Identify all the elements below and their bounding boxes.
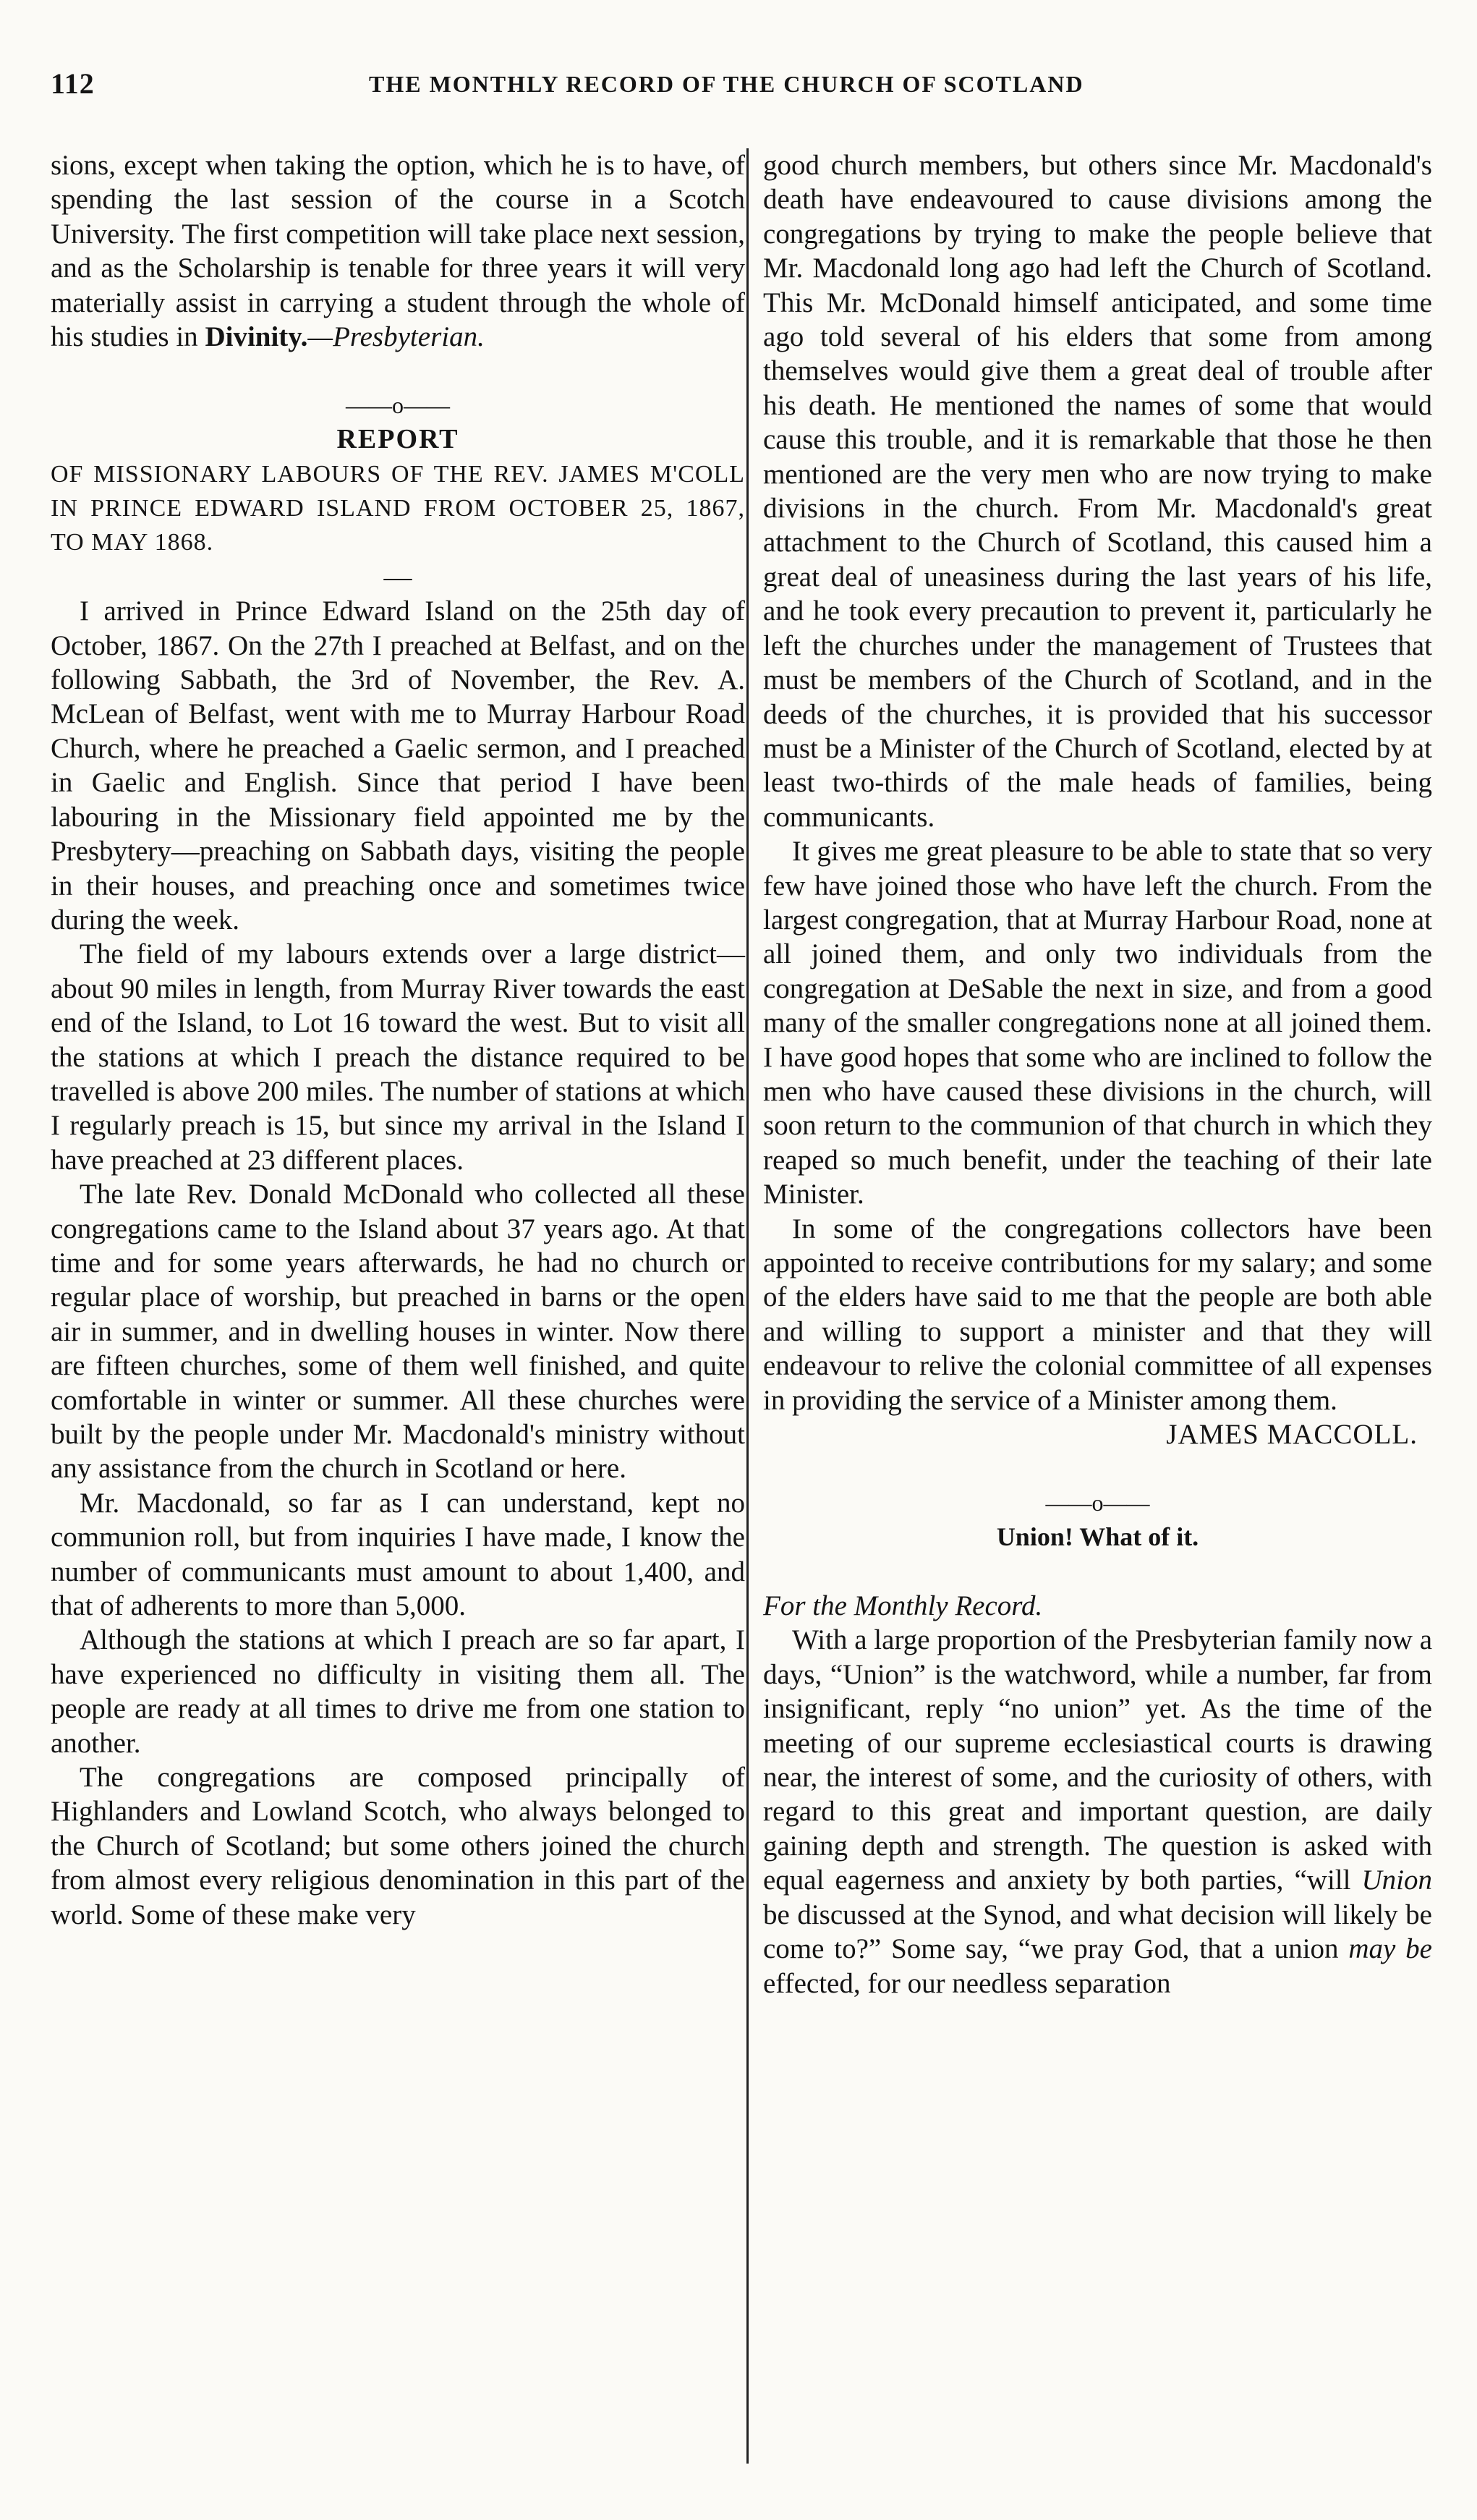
report-heading: REPORT [336,424,459,455]
report-paragraph-4: Mr. Macdonald, so far as I can understand, kept no communion roll, but from inquiries I have made, I know the number of communicants must amount to about 1,400, and that of adherents to more than 5,000. [51,1487,745,1622]
article-text: With a large proportion of the Presbyterian family now a days, “Union” is the watchword, while a number, far from insignificant, reply “no union” yet. As the time of the meeting of our supreme ecclesiastical courts is drawing near, the interest of some, and the curiosity of others, with regard to this great and important question, are daily gaining depth and strength. The question is asked with equal eagerness and anxiety by both parties, “will [763,1624,1432,1896]
article-paragraph [763,1623,1432,2000]
report-paragraph-6: The congregations are composed principally of Highlanders and Lowland Scotch, who always belonged to the Church of Scotland; but some others joined the church from almost every religious denomination in this part of the world. Some of these make very [51,1762,745,1930]
byline: For the Monthly Record. [763,1590,1043,1622]
paragraph-text: sions, except when taking the option, which he is to have, of spending the last session of the course in a Scotch University. The first competition will take place next session, and as the Scholarship is tenable for three years it will very materially assist in carrying a student through the whole of his studies in [51,150,745,353]
report-paragraph-3: The late Rev. Donald McDonald who collected all these congregations came to the Island about 37 years ago. At that time and for some years afterwards, he had no church or regular place of worship, but preached in barns or the open air in summer, and in dwelling houses in winter. Now there are fifteen churches, some of them well finished, and quite comfortable in winter or summer. All these churches were built by the people under Mr. Macdonald's ministry without any assistance from the church in Scotland or here. [51,1179,745,1485]
report-paragraph-7: It gives me great pleasure to be able to state that so very few have joined those who have left the church. From the largest congregation, that at Murray Harbour Road, none at all joined them, and only two individuals from the congregation at DeSable the next in size, and from a good many of the smaller congregations none at all joined them. I have good hopes that some who are inclined to follow the men who have caused these divisions in the church, will soon return to the communion of that church in which they reaped so much benefit, under the teaching of their late Minister. [763,836,1432,1210]
right-column [763,148,1432,2001]
section-divider: ——o—— [1045,1489,1150,1516]
may-be-words: may be [1348,1933,1432,1965]
report-paragraph-2: The field of my labours extends over a large district—about 90 miles in length, from Murray River towards the east end of the Island, to Lot 16 toward the west. But to visit all the stations at which I preach the distance required to be travelled is above 200 miles. The number of stations at which I regularly preach is 15, but since my arrival in the Island I have preached at 23 different places. [51,938,745,1176]
section-divider: ——o—— [346,391,450,418]
signature: JAMES MACCOLL. [1166,1419,1418,1451]
divinity-word: Divinity. [205,321,308,353]
page-number: 112 [51,67,95,100]
short-rule: — [383,561,412,593]
running-title: THE MONTHLY RECORD OF THE CHURCH OF SCOTLAND [369,71,1084,97]
report-subheading: OF MISSIONARY LABOURS OF THE REV. JAMES M'COLL IN PRINCE EDWARD ISLAND FROM OCTOBER 25, 1867, TO MAY 1868. [51,460,745,556]
report-paragraph-8: In some of the congregations collectors have been appointed to receive contributions for my salary; and some of the elders have said to me that the people are both able and willing to support a minister and that they will endeavour to relive the colonial committee of all expenses in providing the service of a Minister among them. [763,1213,1432,1416]
column-divider-rule [746,148,749,2464]
report-paragraph-continued: good church members, but others since Mr. Macdonald's death have endeavoured to cause divisions among the congregations by trying to make the people believe that Mr. Macdonald long ago had left the Church of Scotland. This Mr. McDonald himself anticipated, and some time ago told several of his elders that some from among themselves would give them a great deal of trouble after his death. He mentioned the names of some that would cause this trouble, and it is remarkable that those he then mentioned are the very men who are now trying to make divisions in the church. From Mr. Macdonald's great attachment to the Church of Scotland, this caused him a great deal of uneasiness during the last years of his life, and he took every precaution to prevent it, particularly he left the churches under the management of Trustees that must be members of the Church of Scotland, and in the deeds of the churches, it is provided that his successor must be a Minister of the Church of Scotland, elected by at least two-thirds of the male heads of families, being communicants. [763,150,1432,833]
page-header [51,67,1410,110]
paragraph-continued [51,148,745,354]
article-text: be discussed at the Synod, and what decision will likely be come to?” Some say, “we pray God, that a union [763,1899,1432,1965]
union-word: Union [1361,1864,1432,1896]
report-paragraph-5: Although the stations at which I preach are so far apart, I have experienced no difficulty in visiting them all. The people are ready at all times to drive me from one station to another. [51,1624,745,1759]
article-text: effected, for our needless separation [763,1967,1171,1999]
report-paragraph-1: I arrived in Prince Edward Island on the 25th day of October, 1867. On the 27th I preached at Belfast, and on the following Sabbath, the 3rd of November, the Rev. A. McLean of Belfast, went with me to Murray Harbour Road Church, where he preached a Gaelic sermon, and I preached in Gaelic and English. Since that period I have been labouring in the Missionary field appointed me by the Presbytery—preaching on Sabbath days, visiting the people in their houses, and preaching once and sometimes twice during the week. [51,595,745,936]
left-column [51,148,745,1932]
spacer [763,1555,1432,1589]
source-attribution: —Presbyterian. [307,321,485,353]
article-title: Union! What of it. [996,1522,1199,1552]
